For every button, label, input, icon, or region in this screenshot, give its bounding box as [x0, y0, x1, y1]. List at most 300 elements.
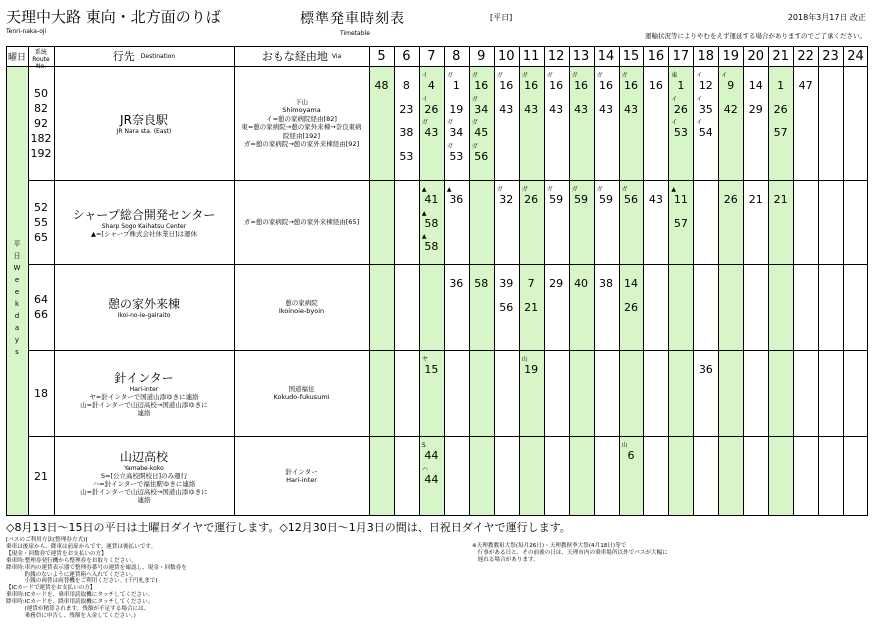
departure-minute [444, 96, 469, 116]
hour-header-16: 16 [647, 48, 665, 64]
departure-minute [544, 72, 569, 92]
departure-mark: ガ [521, 186, 528, 193]
departure-mark: ガ [546, 186, 553, 193]
delay-notice: 運輸状況等によりやむをえず運延する場合がありますのでご了承ください。 [645, 32, 866, 40]
route-number: 52 [34, 200, 48, 214]
via-line: 東=憩の家病院→憩の家外来棟→奈良東病 [241, 123, 362, 131]
weekday-char: W [13, 264, 21, 272]
departure-minute [668, 119, 693, 139]
via-line: ガ=憩の家病院→憩の家外来棟経由[92] [243, 140, 360, 148]
departure-minute-value: 16 [549, 79, 564, 92]
departure-minute [619, 186, 644, 206]
via-line: 下山 [295, 97, 308, 106]
departure-mark: ガ [471, 119, 478, 126]
route-number: 55 [34, 215, 48, 229]
hour-header-9: 9 [477, 48, 486, 64]
destination-name-en: Ikoi-no-ie-gairaito [117, 312, 171, 319]
departure-mark: ガ [446, 119, 453, 126]
destination-cell [54, 66, 234, 180]
page-title: 標準発車時刻表 [300, 11, 405, 27]
departure-minute-value: 43 [499, 102, 514, 116]
departure-minute-value: 16 [574, 79, 589, 92]
departure-mark: ガ [421, 119, 428, 126]
departure-mark [643, 72, 668, 79]
departure-minute [444, 119, 469, 139]
departure-mark: イ [721, 72, 728, 79]
timetable-grid [6, 46, 868, 516]
departure-mark [519, 96, 544, 103]
departure-minute [793, 72, 818, 92]
departure-minute-value: 53 [673, 126, 688, 139]
departure-minute-value: 26 [723, 193, 738, 206]
hour-header-24: 24 [847, 48, 864, 64]
departure-minute [519, 96, 544, 116]
departure-mark [444, 96, 469, 103]
departure-minute [419, 72, 444, 92]
hour-header-15: 15 [622, 48, 640, 64]
revision-date: 2018年3月17日 改正 [787, 13, 866, 22]
departure-minute [519, 72, 544, 92]
departure-minute [419, 466, 444, 486]
departure-minute-value: 43 [648, 193, 663, 206]
departure-mark: ガ [571, 186, 578, 193]
departure-minute-value: 14 [748, 79, 763, 92]
route-no-label: 系統 [34, 49, 47, 56]
departure-mark: イ [421, 72, 428, 79]
departure-minute [668, 96, 693, 116]
grid-line [6, 46, 868, 47]
departure-mark [394, 143, 419, 150]
via-cell [234, 436, 369, 516]
departure-mark [768, 72, 793, 79]
departure-mark: ▲ [446, 186, 452, 193]
departure-mark [768, 96, 793, 103]
hour-header-18: 18 [697, 48, 715, 64]
legend-line: 降車時:車内の運賃表示器で整理券番号の運賃を確認し、現金・回数券を [6, 564, 187, 571]
destination-note: ハ=針インターで福住駅ゆきに連絡 [92, 480, 196, 488]
hour-header-21: 21 [772, 48, 789, 64]
departure-minute [768, 119, 793, 139]
departure-mark [793, 72, 818, 79]
weekday-vertical-label [10, 238, 24, 358]
departure-mark: ハ [421, 465, 428, 473]
departure-mark [469, 270, 494, 277]
legend-line: 【ICカードで運賃をお支払いの方】 [6, 585, 96, 592]
col-header-destination [54, 46, 234, 66]
departure-minute-value: 45 [474, 126, 489, 139]
route-number: 64 [34, 293, 48, 306]
departure-minute [469, 72, 494, 92]
departure-minute-value: 59 [549, 193, 564, 206]
grid-line [718, 46, 719, 516]
col-header-weekday: 曜日 [7, 52, 26, 63]
departure-minute [494, 96, 519, 116]
destination-note: 山=針インターで山辺高校→国道山添ゆきに [80, 401, 208, 409]
departure-minute [394, 119, 419, 139]
departure-minute-value: 29 [549, 277, 564, 290]
grid-line [369, 46, 370, 516]
departure-mark [394, 96, 419, 103]
departure-minute-value: 29 [748, 102, 763, 116]
departure-mark [544, 270, 569, 277]
departure-minute-value: 39 [499, 277, 514, 290]
grid-line [768, 46, 769, 516]
departure-mark: ガ [446, 142, 453, 150]
departure-minute-value: 32 [499, 193, 514, 206]
departure-mark: ガ [471, 142, 478, 150]
route-number: 82 [34, 101, 48, 115]
destination-name: 山辺高校 [119, 450, 168, 464]
departure-minute-value: 6 [627, 449, 635, 462]
departure-minute [569, 186, 594, 206]
legend-line: 乗車時:ICカードを、乗車用読取機にタッチしてください。 [6, 592, 154, 599]
destination-note: 山=針インターで山辺高校→国道山添ゆきに [80, 488, 208, 496]
departure-mark [494, 96, 519, 103]
departure-minute [519, 270, 544, 290]
departure-minute [394, 143, 419, 163]
hour-header-23: 23 [822, 48, 839, 64]
departure-minute [668, 72, 693, 92]
departure-mark: ▲ [671, 186, 677, 193]
hour-header-6: 6 [402, 48, 411, 64]
via-line: 国道福住 [288, 384, 315, 393]
weekday-char: s [15, 348, 19, 356]
departure-minute-value: 16 [524, 79, 539, 92]
legend-line: 乗車時:整理券発行機から整理券をお取りください。 [6, 557, 137, 564]
departure-minute [494, 72, 519, 92]
departure-mark [718, 186, 743, 193]
departure-minute-value: 53 [449, 149, 464, 163]
departure-mark: ▲ [421, 186, 427, 193]
destination-name-en: Hari-inter [129, 386, 159, 393]
departure-mark: イ [421, 95, 428, 103]
col-header-route [28, 46, 54, 66]
grid-line [843, 46, 844, 516]
departure-minute [519, 186, 544, 206]
departure-minute-value: 9 [727, 79, 735, 92]
departure-minute-value: 26 [424, 102, 439, 116]
departure-minute-value: 23 [399, 102, 414, 116]
departure-minute [469, 270, 494, 290]
weekday-char: 平 [13, 240, 21, 248]
departure-minute-value: 43 [424, 126, 439, 139]
departure-mark: ガ [546, 72, 553, 79]
departure-minute [419, 186, 444, 206]
departure-minute-value: 26 [773, 102, 788, 116]
grid-line [668, 46, 669, 516]
legend-line: 遅れる場合があります。 [472, 556, 539, 563]
departure-minute [594, 186, 619, 206]
route-number: 21 [34, 469, 48, 483]
departure-minute-value: 8 [402, 79, 410, 92]
departure-mark [768, 186, 793, 193]
via-line: 院経由[192] [283, 131, 320, 140]
departure-mark [494, 270, 519, 277]
departure-mark: 山 [521, 356, 528, 363]
page-title-en: Timetable [340, 30, 370, 37]
departure-minute-value: 56 [623, 193, 638, 206]
weekday-char: y [14, 336, 20, 344]
departure-mark [444, 270, 469, 277]
footer-notice: ◇8月13日～15日の平日は土曜日ダイヤで運行します。◇12月30日～1月3日の間は、日祝日ダイヤで運行します。 [6, 521, 571, 534]
departure-minute-value: 40 [574, 277, 589, 290]
departure-minute-value: 21 [773, 193, 788, 206]
departure-mark [668, 210, 693, 217]
departure-minute-value: 43 [574, 102, 589, 116]
departure-minute [619, 294, 644, 314]
departure-minute-value: 34 [449, 126, 464, 139]
departure-minute-value: 26 [623, 300, 638, 314]
grid-line [818, 46, 819, 516]
departure-minute-value: 16 [648, 79, 663, 92]
departure-minute [718, 186, 743, 206]
departure-minute [394, 96, 419, 116]
departure-minute [569, 270, 594, 290]
departure-minute-value: 11 [673, 193, 688, 206]
departure-minute [693, 119, 718, 139]
departure-minute-value: 34 [474, 102, 489, 116]
departure-minute [643, 72, 668, 92]
destination-name: 憩の家外来棟 [107, 297, 180, 311]
departure-minute [419, 96, 444, 116]
departure-minute-value: 4 [427, 79, 435, 92]
departure-minute [419, 356, 444, 376]
departure-mark [743, 72, 768, 79]
departure-minute [768, 96, 793, 116]
destination-note: ヤ=針インターで国道山添ゆきに連絡 [89, 393, 199, 401]
route-numbers [28, 264, 54, 350]
departure-minute-value: 35 [698, 102, 713, 116]
header-stop-name: 天理中大路 東向・北方面のりば [6, 8, 221, 26]
departure-minute [569, 96, 594, 116]
departure-mark [394, 119, 419, 126]
hour-header-12: 12 [547, 48, 565, 64]
via-label: おもな経由地 [261, 50, 328, 63]
departure-minute [444, 72, 469, 92]
via-line: イ=憩の家病院経由[82] [266, 114, 337, 123]
departure-mark: 山 [621, 442, 628, 449]
departure-mark: ヤ [421, 356, 428, 363]
departure-minute-value: 43 [524, 102, 539, 116]
destination-cell [54, 264, 234, 350]
route-number: 18 [34, 386, 48, 400]
route-number: 50 [34, 86, 48, 100]
departure-minute-value: 59 [574, 193, 589, 206]
hour-header-5: 5 [377, 48, 386, 64]
departure-mark: ガ [596, 72, 603, 79]
departure-mark [768, 119, 793, 126]
via-cell [234, 66, 369, 180]
legend-line: (運賃が精算されます。残額が不足する場合には、 [6, 606, 150, 613]
departure-mark [743, 96, 768, 103]
departure-minute-value: 15 [424, 363, 439, 376]
route-number: 65 [34, 230, 48, 244]
departure-minute [718, 72, 743, 92]
departure-mark [619, 294, 644, 301]
departure-minute-value: 16 [623, 79, 638, 92]
via-cell [234, 180, 369, 264]
weekday-char: e [14, 288, 20, 296]
departure-minute [544, 270, 569, 290]
hour-column-bg [369, 66, 394, 516]
hour-header-20: 20 [747, 48, 764, 64]
hour-header-17: 17 [672, 48, 690, 64]
departure-minute-value: 44 [424, 449, 439, 462]
departure-minute [494, 270, 519, 290]
departure-minute-value: 41 [424, 193, 439, 206]
departure-mark: ガ [496, 186, 503, 193]
grid-line [394, 46, 395, 516]
departure-minute [693, 72, 718, 92]
departure-minute-value: 44 [424, 472, 439, 486]
departure-minute [519, 356, 544, 376]
departure-minute-value: 19 [449, 102, 464, 116]
departure-minute [594, 72, 619, 92]
destination-cell [54, 180, 234, 264]
departure-minute-value: 57 [673, 216, 688, 230]
route-number: 182 [30, 131, 52, 145]
grid-line [793, 46, 794, 516]
legend-line: 【現金・回数券で運賃をお支払いの方】 [6, 550, 107, 557]
route-number: 66 [34, 308, 48, 321]
departure-minute-value: 54 [698, 126, 713, 139]
departure-mark [718, 96, 743, 103]
hour-header-8: 8 [452, 48, 461, 64]
departure-mark: ガ [521, 72, 528, 79]
departure-mark: ガ [471, 72, 478, 79]
departure-minute-value: 21 [748, 193, 763, 206]
departure-mark: イ [696, 72, 703, 79]
hour-header-13: 13 [572, 48, 590, 64]
departure-minute-value: 36 [698, 363, 713, 376]
departure-minute-value: 26 [673, 102, 688, 116]
departure-mark: ガ [571, 72, 578, 79]
departure-minute [519, 294, 544, 314]
grid-line [6, 46, 7, 516]
departure-minute-value: 56 [474, 149, 489, 163]
departure-minute [419, 442, 444, 462]
via-label-en: Via [331, 52, 342, 60]
departure-minute-value: 19 [524, 363, 539, 376]
route-numbers [28, 180, 54, 264]
departure-minute [444, 270, 469, 290]
departure-minute-value: 43 [599, 102, 614, 116]
hour-column-bg [519, 66, 544, 516]
weekday-char: a [14, 324, 20, 332]
hour-column-bg [569, 66, 594, 516]
destination-name-en: JR Nara sta. (East) [116, 128, 172, 135]
departure-mark [594, 270, 619, 277]
departure-minute [619, 442, 644, 462]
destination-name: JR奈良駅 [120, 113, 168, 127]
weekday-char: k [14, 300, 20, 308]
departure-minute [469, 143, 494, 163]
destination-cell [54, 436, 234, 516]
via-line: Hari-inter [286, 476, 317, 484]
departure-minute [419, 210, 444, 230]
departure-minute [594, 270, 619, 290]
departure-mark [544, 96, 569, 103]
departure-minute-value: 1 [677, 79, 685, 92]
hour-header-19: 19 [722, 48, 740, 64]
departure-minute-value: 42 [723, 102, 738, 116]
destination-label-en: Destination [140, 52, 176, 60]
departure-minute [444, 143, 469, 163]
legend-line: 降車時:ICカードを、降車用読取機にタッチしてください。 [6, 599, 154, 606]
departure-mark: ガ [446, 72, 453, 79]
departure-mark: ガ [621, 186, 628, 193]
departure-mark [693, 356, 718, 363]
departure-minute [544, 186, 569, 206]
departure-minute [643, 186, 668, 206]
departure-mark [569, 270, 594, 277]
departure-mark: ガ [596, 186, 603, 193]
route-numbers [28, 66, 54, 180]
departure-mark [619, 96, 644, 103]
departure-minute-value: 16 [599, 79, 614, 92]
destination-note: ▲=[シャープ株式会社休業日]は運休 [90, 230, 198, 238]
departure-minute-value: 16 [474, 79, 489, 92]
departure-mark [519, 270, 544, 277]
route-numbers [28, 350, 54, 436]
departure-minute [419, 233, 444, 253]
departure-minute [619, 96, 644, 116]
departure-minute [494, 294, 519, 314]
hour-header-10: 10 [497, 48, 515, 64]
route-numbers [28, 436, 54, 516]
via-line: 憩の家病院 [285, 298, 318, 307]
departure-minute-value: 1 [452, 79, 460, 92]
departure-minute-value: 16 [499, 79, 514, 92]
departure-mark: 東 [671, 72, 678, 79]
departure-minute [494, 186, 519, 206]
departure-minute-value: 21 [524, 300, 539, 314]
departure-mark: S [421, 442, 426, 449]
route-number: 192 [30, 146, 52, 160]
destination-name: シャープ総合開発センター [72, 208, 216, 222]
festival-notice [472, 543, 772, 564]
legend-line: 乗務員に申告し、残額を入金してください。) [6, 612, 136, 619]
departure-minute [693, 356, 718, 376]
via-line: Ikoinoie-byoin [278, 307, 325, 315]
departure-minute [619, 72, 644, 92]
departure-minute [444, 186, 469, 206]
departure-minute-value: 58 [424, 240, 439, 253]
departure-minute-value: 48 [374, 79, 389, 92]
departure-mark [594, 96, 619, 103]
departure-minute-value: 47 [798, 79, 813, 92]
departure-minute [469, 119, 494, 139]
legend-line: 釣銭のないように運賃箱へ入れてください。 [6, 571, 137, 578]
departure-minute-value: 36 [449, 193, 464, 206]
hour-column-bg [718, 66, 743, 516]
departure-mark [619, 270, 644, 277]
departure-mark [643, 186, 668, 193]
departure-minute-value: 43 [623, 102, 638, 116]
departure-minute-value: 7 [527, 277, 535, 290]
weekday-char: d [14, 312, 20, 320]
departure-minute [544, 96, 569, 116]
departure-minute [594, 96, 619, 116]
route-number: 92 [34, 116, 48, 130]
departure-minute [743, 72, 768, 92]
departure-minute-value: 59 [599, 193, 614, 206]
legend-line: ※天理教教祖大祭(毎月26日)・天理教秋季大祭(4月18日)等で [472, 543, 627, 549]
weekday-char: 日 [13, 252, 21, 260]
departure-minute [768, 72, 793, 92]
legend-line: 乗車は後扉から、降車は前扉からです。運賃は後払いです。 [6, 543, 157, 550]
via-line: Kokudo-fukusumi [273, 393, 330, 401]
